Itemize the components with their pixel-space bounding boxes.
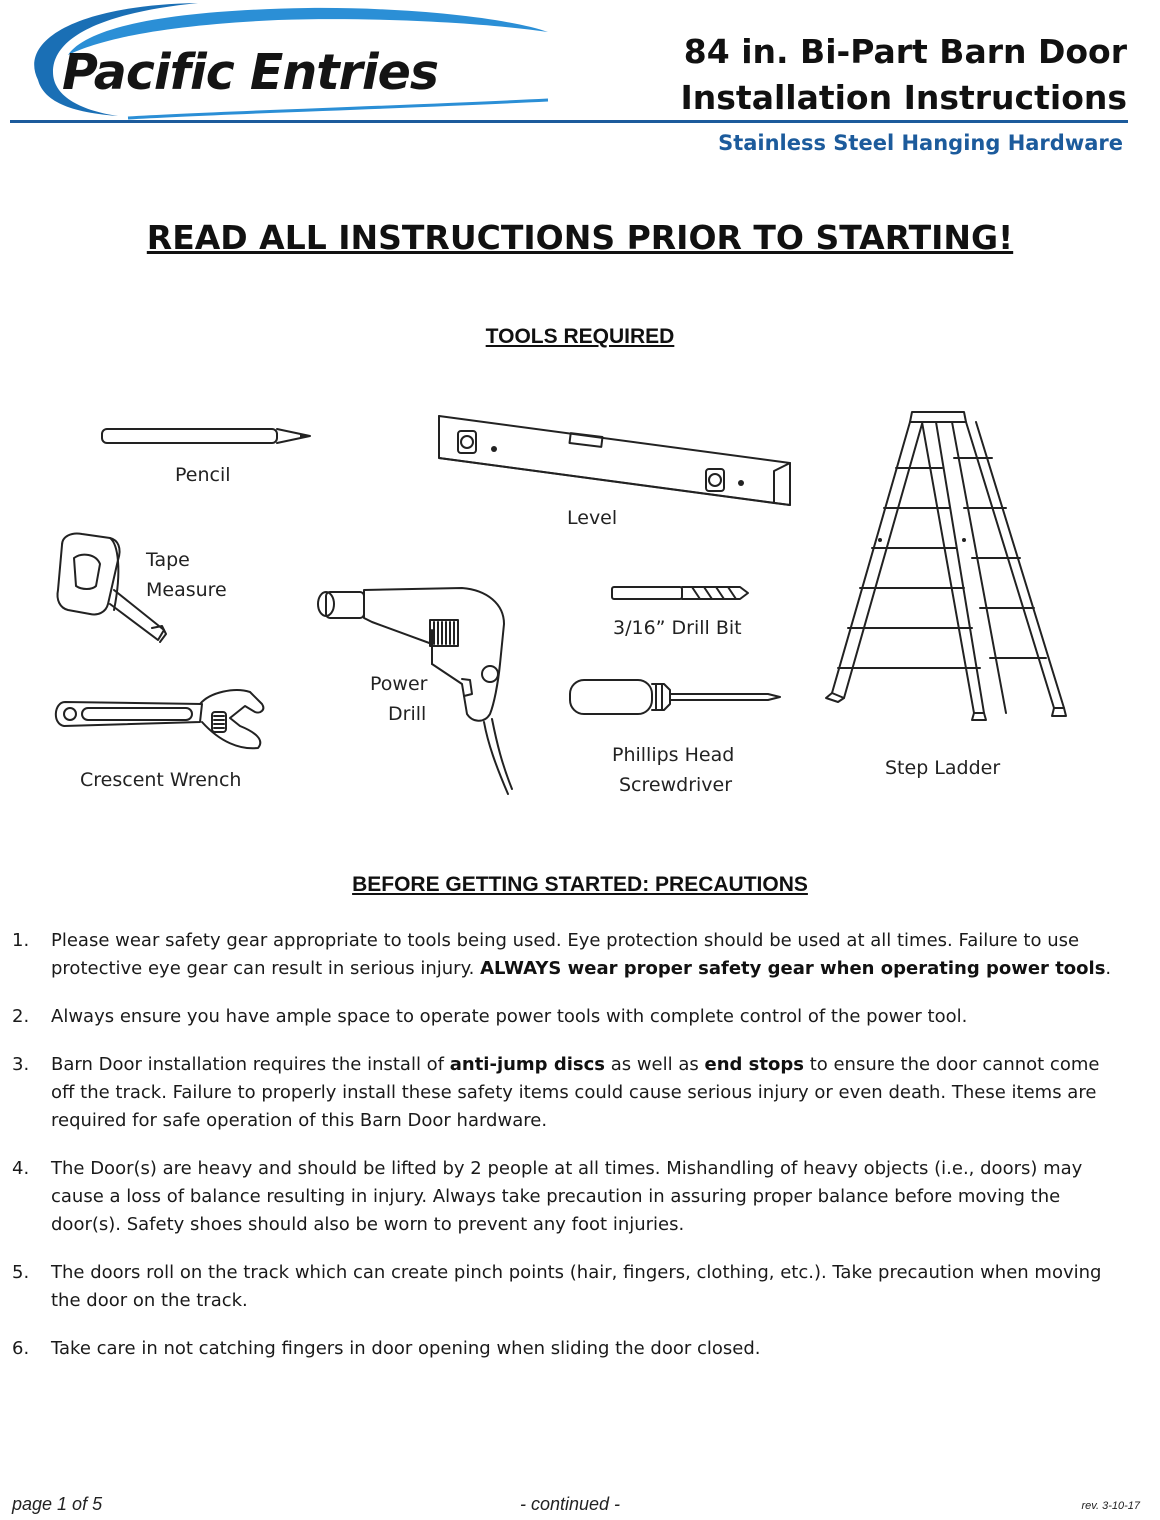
- doc-title-line-2: Installation Instructions: [680, 78, 1127, 117]
- brand-name: Pacific Entries: [62, 44, 439, 101]
- item-emphasis: ALWAYS wear proper safety gear when operating power tools: [480, 958, 1106, 979]
- revision-date: rev. 3-10-17: [1081, 1500, 1140, 1512]
- level-icon: [436, 413, 796, 509]
- doc-title-line-1: 84 in. Bi-Part Barn Door: [683, 32, 1127, 71]
- power-drill-label-line-2: Drill: [388, 703, 427, 725]
- item-number: 5.: [12, 1262, 30, 1283]
- list-item: [12, 1051, 1122, 1135]
- doc-subtitle: Stainless Steel Hanging Hardware: [718, 131, 1123, 155]
- pencil-icon: [100, 426, 315, 448]
- item-emphasis: end stops: [704, 1054, 804, 1075]
- item-number: 2.: [12, 1006, 30, 1027]
- header-rule: [10, 120, 1128, 123]
- item-text: .: [1105, 958, 1112, 979]
- item-text: to ensure the door cannot come off the track. Failure to properly install these safety items could cause serious injury or even death. These items are required for safe operation of this Barn Door hardware.: [51, 1054, 1100, 1131]
- ladder-label: Step Ladder: [885, 757, 1001, 779]
- screwdriver-label-line-2: Screwdriver: [619, 774, 733, 796]
- power-drill-label-line-1: Power: [370, 673, 428, 695]
- level-label: Level: [567, 507, 618, 529]
- tools-required-heading: TOOLS REQUIRED: [485, 325, 675, 348]
- drill-bit-label: 3/16” Drill Bit: [613, 617, 742, 639]
- read-instructions-warning: READ ALL INSTRUCTIONS PRIOR TO STARTING!: [146, 218, 1014, 257]
- list-item: [12, 927, 1122, 983]
- item-text: Always ensure you have ample space to operate power tools with complete control of the power tool.: [51, 1006, 968, 1027]
- screwdriver-label-line-1: Phillips Head: [612, 744, 735, 766]
- item-number: 3.: [12, 1054, 30, 1075]
- pencil-label: Pencil: [175, 464, 231, 486]
- tape-label-line-2: Measure: [146, 579, 227, 601]
- list-item: [12, 1155, 1122, 1239]
- item-text: Barn Door installation requires the install of: [51, 1054, 450, 1075]
- item-text: The Door(s) are heavy and should be lifted by 2 people at all times. Mishandling of heavy objects (i.e., doors) may cause a loss of balance resulting in injury. Always take precaution in assuring proper balance before moving the door(s). Safety shoes should also be worn to prevent any foot injuries.: [51, 1158, 1083, 1235]
- item-number: 1.: [12, 930, 30, 951]
- precautions-heading: BEFORE GETTING STARTED: PRECAUTIONS: [352, 873, 808, 896]
- precautions-list: [12, 927, 1122, 1383]
- phillips-screwdriver-icon: [568, 676, 786, 720]
- drill-bit-icon: [610, 582, 750, 604]
- tape-label-line-1: Tape: [146, 549, 190, 571]
- list-item: [12, 1259, 1122, 1315]
- continued-note: - continued -: [519, 1494, 621, 1514]
- list-item: [12, 1003, 1122, 1031]
- item-emphasis: anti-jump discs: [449, 1054, 605, 1075]
- wrench-label: Crescent Wrench: [80, 769, 242, 791]
- page-number: page 1 of 5: [12, 1494, 103, 1514]
- crescent-wrench-icon: [50, 682, 275, 752]
- step-ladder-icon: [824, 408, 1064, 728]
- item-number: 4.: [12, 1158, 30, 1179]
- item-number: 6.: [12, 1338, 30, 1359]
- item-text: The doors roll on the track which can create pinch points (hair, fingers, clothing, etc.). Take precaution when moving the door on the track.: [51, 1262, 1102, 1311]
- item-text: Take care in not catching fingers in door opening when sliding the door closed.: [51, 1338, 761, 1359]
- list-item: [12, 1335, 1122, 1363]
- item-text: Please wear safety gear appropriate to tools being used. Eye protection should be used at all times. Failure to use protective eye gear can result in serious injury.: [51, 930, 1080, 979]
- item-text: as well as: [604, 1054, 705, 1075]
